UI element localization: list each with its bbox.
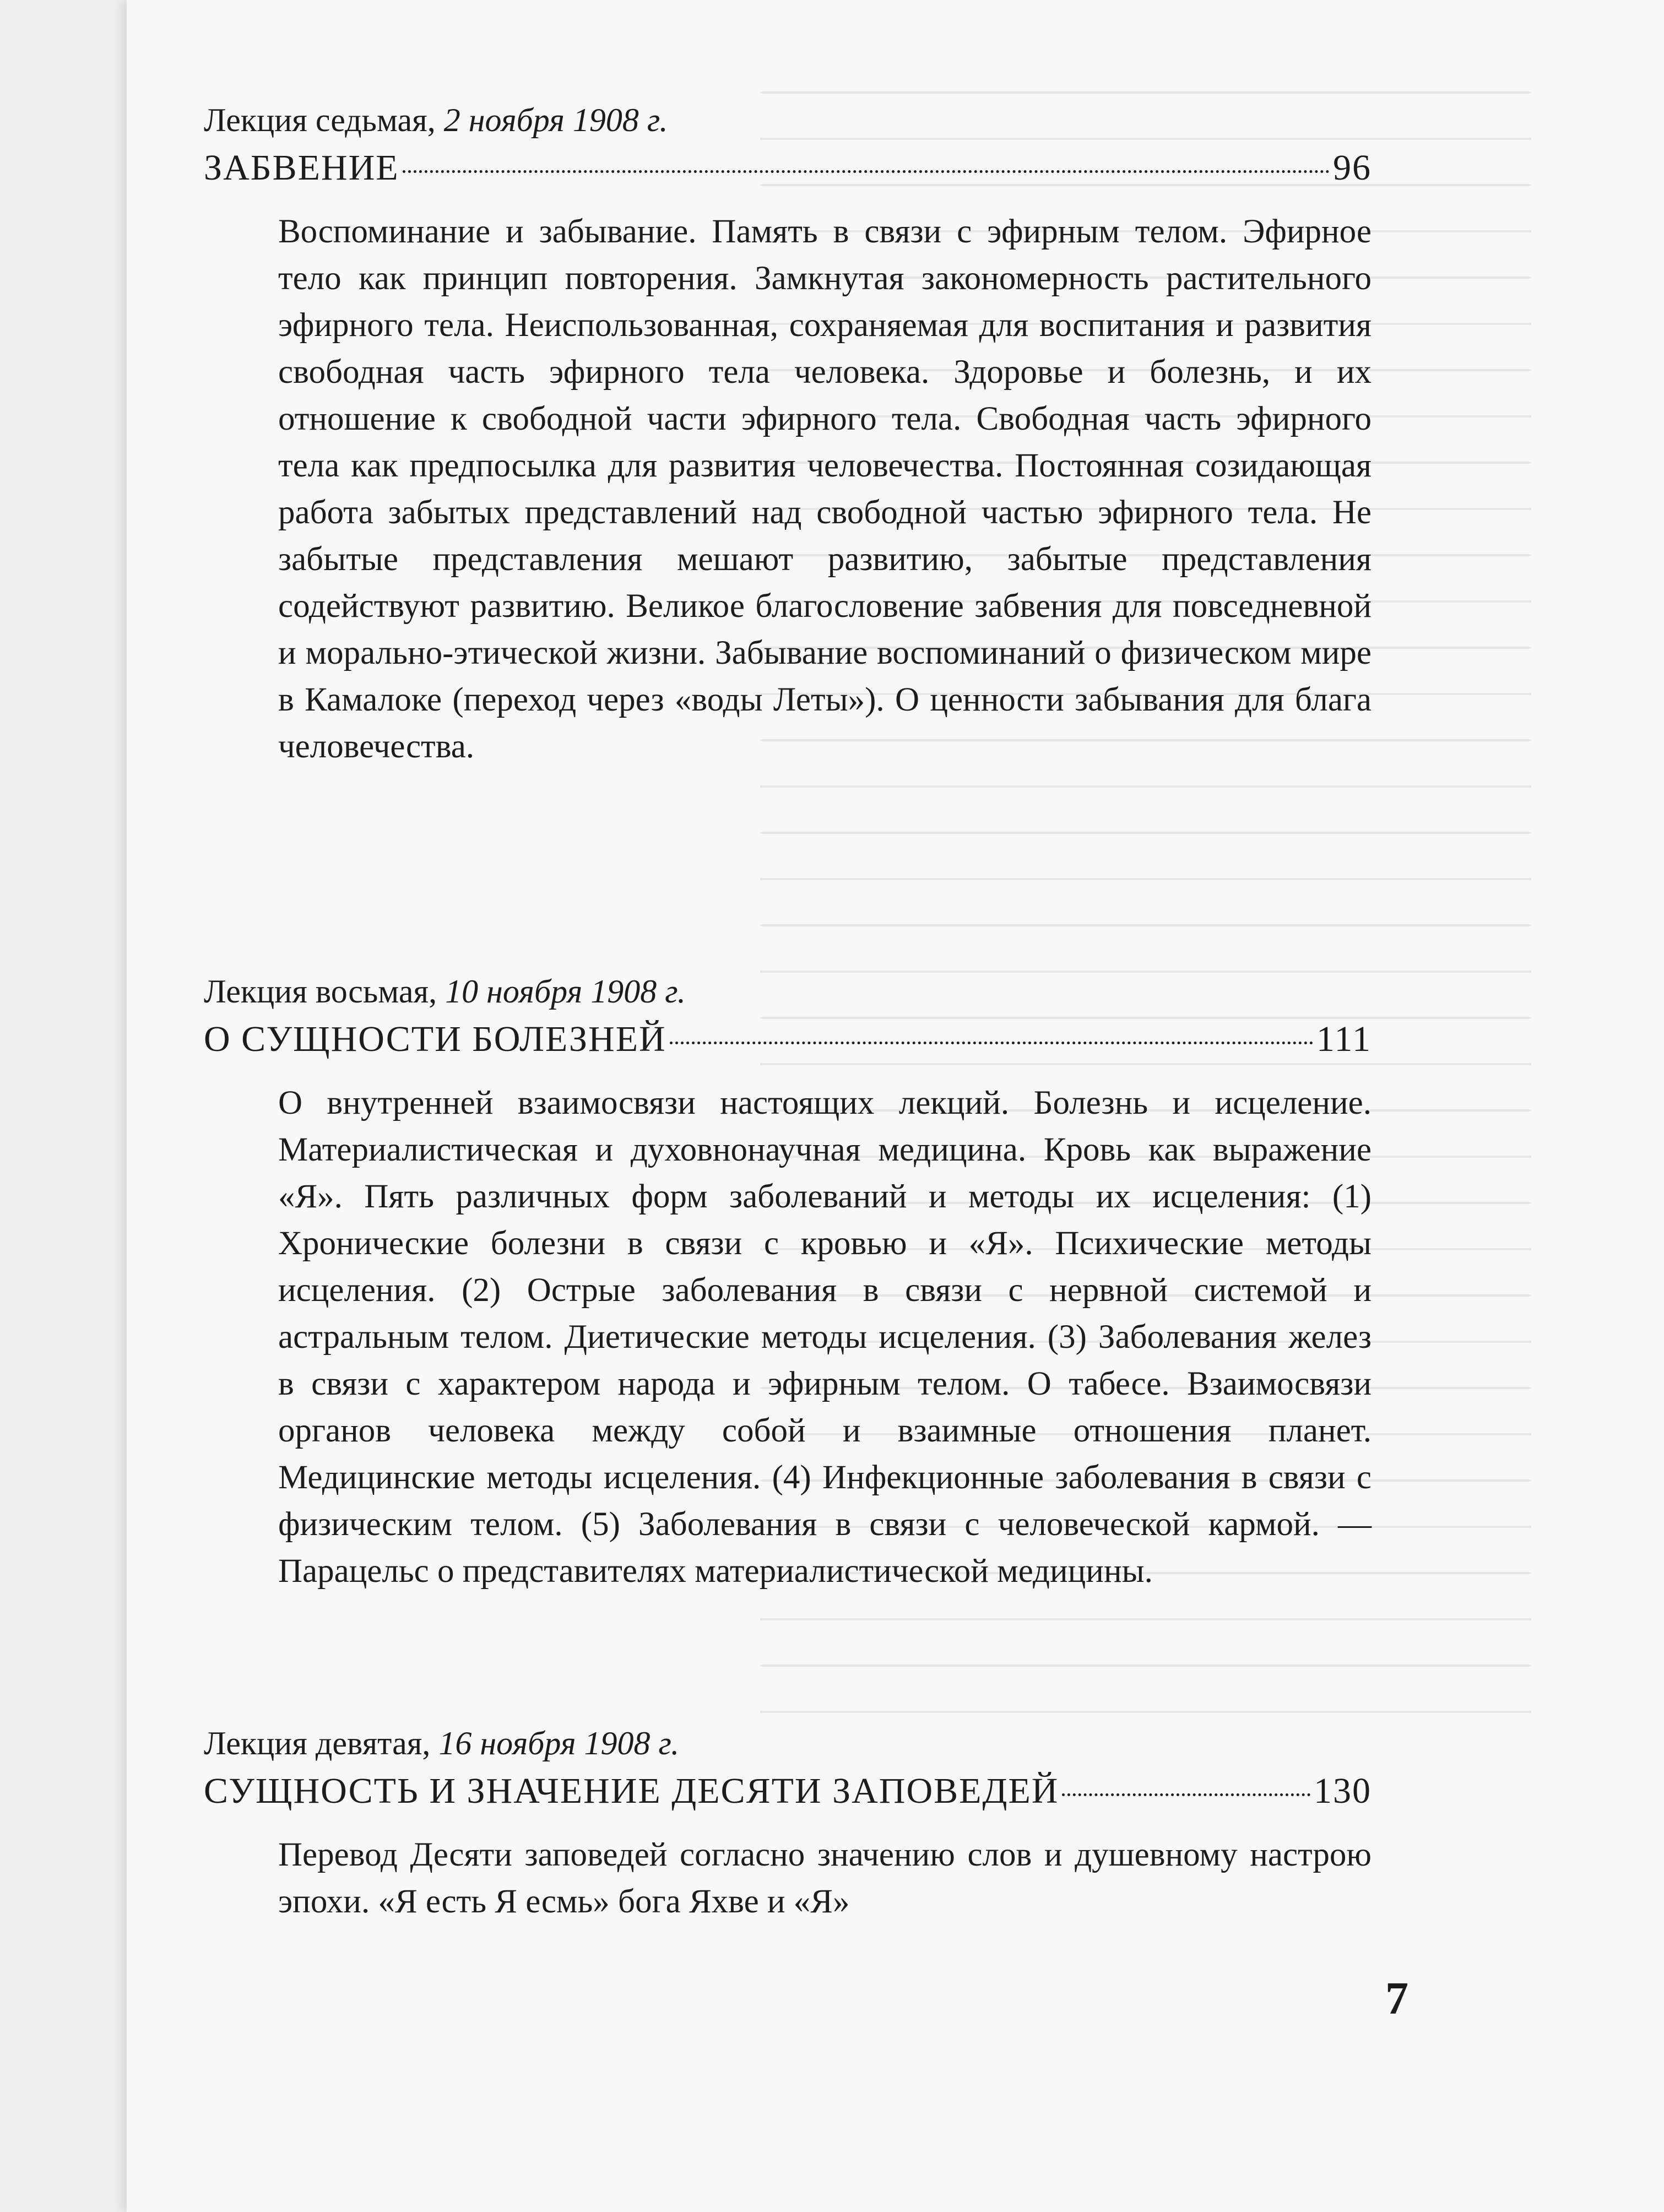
dot-leader xyxy=(403,170,1330,173)
lecture-heading xyxy=(204,98,1372,142)
lecture-label: Лекция седьмая, xyxy=(204,102,436,138)
lecture-summary: Перевод Десяти заповедей согласно значению слов и душевному настрою эпохи. «Я есть Я есмь» бога Яхве и «Я» xyxy=(278,1836,1372,1920)
lecture-label: Лекция восьмая, xyxy=(204,973,437,1010)
lecture-title: СУЩНОСТЬ И ЗНАЧЕНИЕ ДЕСЯТИ ЗАПОВЕДЕЙ xyxy=(204,1771,1059,1811)
book-page xyxy=(127,0,1664,2212)
lecture-heading xyxy=(204,1721,1372,1765)
toc-page-number: 96 xyxy=(1333,148,1372,188)
lecture-title: ЗАБВЕНИЕ xyxy=(204,148,399,188)
lecture-summary: Воспоминание и забывание. Память в связи с эфирным телом. Эфирное тело как принцип повторения. Замкнутая закономерность растительного эфирного тела. Неиспользованная, сохраняемая для воспитания и развития свободная часть эфирного тела человека. Здоровье и болезнь, и их отношение к свободной части эфирного тела. Свободная часть эфирного тела как предпосылка для развития человечества. Постоянная созидающая работа забытых представлений над свободной частью эфирного тела. Не забытые представления мешают развитию, забытые представления содействуют развитию. Великое благословение забвения для повседневной и морально-этической жизни. Забывание воспоминаний о физическом мире в Камалоке (переход через «воды Леты»). О ценности забывания для блага человечества. xyxy=(278,213,1372,765)
toc-title-line xyxy=(204,1016,1372,1063)
lecture-entry xyxy=(204,98,1372,770)
dot-leader xyxy=(670,1042,1313,1044)
lecture-title: О СУЩНОСТИ БОЛЕЗНЕЙ xyxy=(204,1019,666,1059)
lecture-summary: О внутренней взаимосвязи настоящих лекций. Болезнь и исцеление. Материалистическая и духовнонаучная медицина. Кровь как выражение «Я». Пять различных форм заболеваний и методы их исцеления: (1) Хронические болезни в связи с кровью и «Я». Психические методы исцеления. (2) Острые заболевания в связи с нервной системой и астральным телом. Диетические методы исцеления. (3) Заболевания желез в связи с характером народа и эфирным телом. О табесе. Взаимосвязи органов человека между собой и взаимные отношения планет. Медицинские методы исцеления. (4) Инфекционные заболевания в связи с физическим телом. (5) Заболевания в связи с человеческой кармой. — Парацельс о представителях материалистической медицины. xyxy=(278,1085,1372,1590)
lecture-date: 16 ноября 1908 г. xyxy=(438,1725,680,1761)
dot-leader xyxy=(1062,1793,1310,1796)
lecture-heading xyxy=(204,969,1372,1013)
lecture-entry xyxy=(204,1721,1372,1925)
toc-title-line xyxy=(204,144,1372,192)
toc-page-number: 130 xyxy=(1314,1771,1372,1811)
lecture-date: 10 ноября 1908 г. xyxy=(445,973,686,1010)
lecture-entry xyxy=(204,969,1372,1595)
page-number: 7 xyxy=(1385,1973,1408,2024)
lecture-date: 2 ноября 1908 г. xyxy=(443,102,668,138)
toc-page-number: 111 xyxy=(1316,1019,1372,1059)
toc-title-line xyxy=(204,1768,1372,1815)
lecture-label: Лекция девятая, xyxy=(204,1725,431,1761)
